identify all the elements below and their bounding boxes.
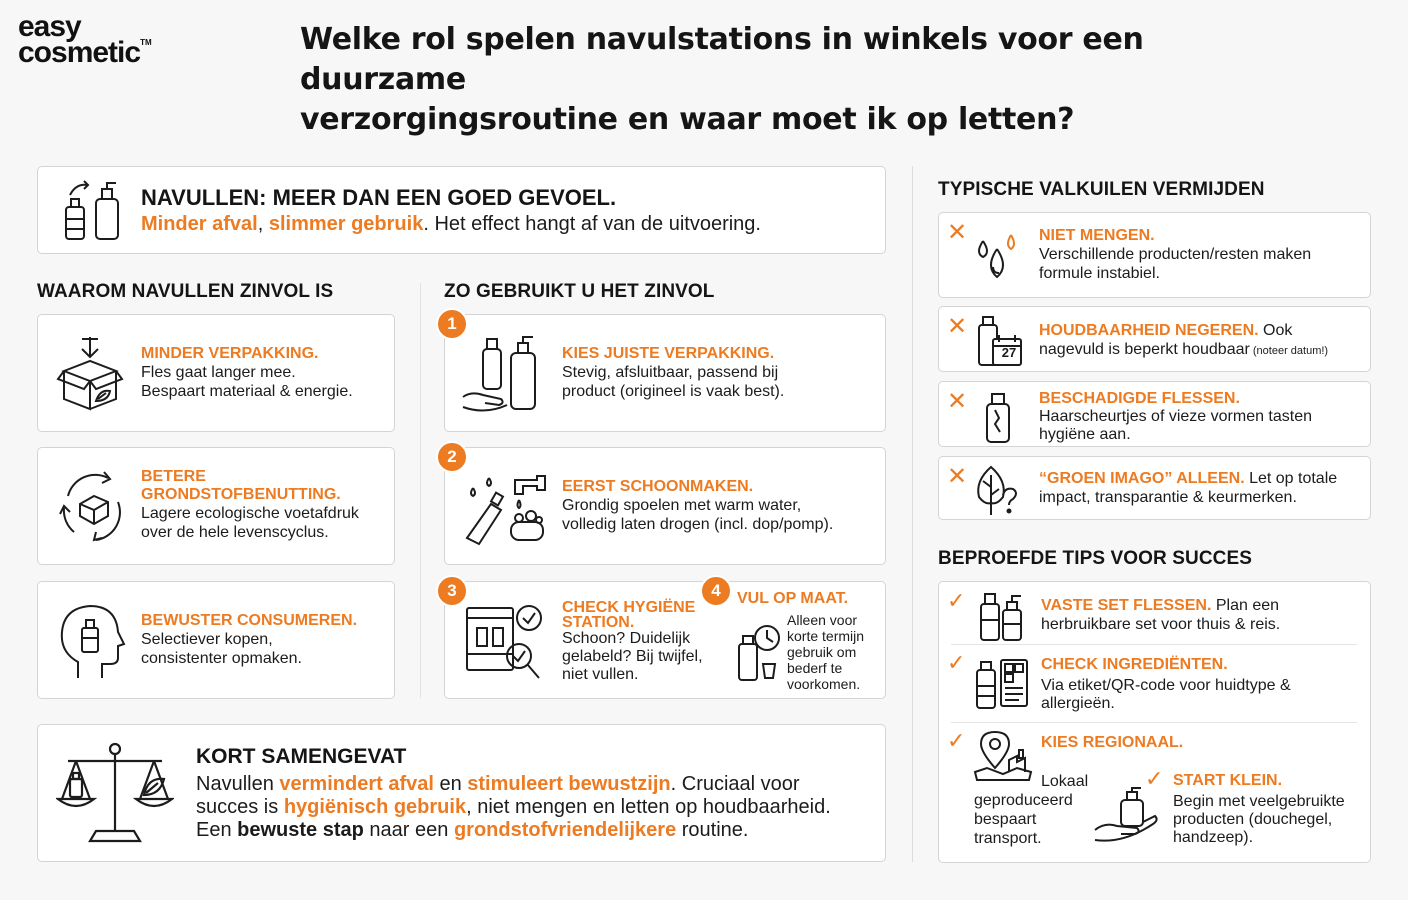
- pitfall-1-title: NIET MENGEN.: [1039, 227, 1155, 244]
- pitfall-1-x-icon: ✕: [947, 219, 968, 246]
- refill-station-magnifier-icon: [463, 598, 547, 682]
- how-heading: ZO GEBRUIKT U HET ZINVOL: [444, 281, 715, 302]
- tip-4-body3: handzeep).: [1173, 829, 1254, 846]
- how-3-body3: niet vullen.: [562, 666, 639, 683]
- pitfall-2-title: HOUDBAARHEID NEGEREN.: [1039, 322, 1259, 339]
- tip-3-title: KIES REGIONAAL.: [1041, 734, 1184, 751]
- summary-heading: KORT SAMENGEVAT: [196, 745, 407, 768]
- tip-3-check-icon: ✓: [947, 728, 966, 753]
- cracked-bottle-icon: [983, 388, 1013, 444]
- why-heading: WAAROM NAVULLEN ZINVOL IS: [37, 281, 334, 302]
- title-line1: Welke rol spelen navulstations in winkels voor een duurzame: [300, 22, 1144, 97]
- intro-highlight-2: slimmer gebruik: [268, 213, 424, 235]
- sum-l3b: bewuste stap: [237, 819, 364, 841]
- pitfall-1-body1: Verschillende producten/resten maken: [1039, 246, 1312, 263]
- sum-l3e: routine.: [676, 819, 749, 841]
- pitfall-4-title-rest: Let op totale: [1244, 470, 1338, 487]
- why-3-body2: consistenter opmaken.: [141, 650, 302, 667]
- why-2-body2: over de hele levenscyclus.: [141, 524, 329, 541]
- how-4-title: VUL OP MAAT.: [737, 590, 849, 607]
- page-title: [300, 20, 1280, 140]
- pitfall-3-body2: hygiëne aan.: [1039, 426, 1131, 443]
- sum-l3c: naar een: [363, 819, 454, 841]
- location-factory-icon: [973, 728, 1033, 782]
- pitfall-2-x-icon: ✕: [947, 313, 968, 340]
- sum-l1b: vermindert afval: [279, 773, 434, 795]
- why-1-body2: Bespaart materiaal & energie.: [141, 383, 353, 400]
- pitfall-card-4: [938, 456, 1371, 520]
- intro-text: [141, 213, 761, 236]
- how-4-body5: voorkomen.: [787, 676, 861, 692]
- why-3-title: BEWUSTER CONSUMEREN.: [141, 612, 358, 629]
- intro-sep: ,: [257, 213, 269, 235]
- summary-card: [37, 724, 886, 862]
- step-badge-3: 3: [436, 575, 468, 607]
- how-3-body2: gelabeld? Bij twijfel,: [562, 648, 703, 665]
- how-4-body1: Alleen voor: [787, 612, 858, 628]
- pitfall-3-body1: Haarscheurtjes of vieze vormen tasten: [1039, 408, 1313, 425]
- droplets-icon: [973, 227, 1025, 281]
- tip-3-body1: Lokaal: [1041, 773, 1089, 790]
- pitfall-2-note: (noteer datum!): [1249, 345, 1329, 357]
- how-2-title: EERST SCHOONMAKEN.: [562, 478, 754, 495]
- how-3-title2: STATION.: [562, 614, 635, 631]
- pitfall-card-1: [938, 212, 1371, 298]
- pitfall-card-2: [938, 306, 1371, 372]
- brand-logo: [18, 10, 152, 69]
- head-bottle-icon: [56, 600, 126, 680]
- tip-4-check-icon: ✓: [1145, 766, 1164, 791]
- sum-l1a: Navullen: [196, 773, 280, 795]
- tip-3-body4: transport.: [974, 830, 1042, 847]
- intro-heading: NAVULLEN: MEER DAN EEN GOED GEVOEL.: [141, 185, 617, 210]
- tip-2-title: CHECK INGREDIËNTEN.: [1041, 656, 1228, 673]
- tip-3-body3: bespaart: [974, 811, 1037, 828]
- how-2-body2: volledig laten drogen (incl. dop/pomp).: [562, 516, 834, 533]
- why-1-body1: Fles gaat langer mee.: [141, 364, 296, 381]
- step-badge-1: 1: [436, 308, 468, 340]
- why-card-resources: [37, 447, 395, 565]
- tip-divider-1: [951, 644, 1357, 645]
- sum-l3a: Een: [196, 819, 238, 841]
- recycle-material-icon: [56, 468, 128, 544]
- why-card-packaging: [37, 314, 395, 432]
- bottle-set-icon: [977, 588, 1027, 642]
- bottle-calendar-icon: [975, 311, 1025, 369]
- logo-tm: TM: [140, 37, 152, 47]
- pitfall-2-body1: nagevuld is beperkt houdbaar: [1039, 341, 1250, 358]
- how-card-3-4: [444, 581, 886, 699]
- sum-l2a: succes is: [196, 796, 284, 818]
- tips-heading: BEPROEFDE TIPS VOOR SUCCES: [938, 548, 1253, 569]
- tips-card: [938, 581, 1371, 863]
- column-divider: [912, 166, 913, 862]
- tip-divider-2: [951, 722, 1357, 723]
- intro-highlight-1: Minder afval: [141, 213, 258, 235]
- pitfall-2-title-rest: Ook: [1258, 322, 1293, 339]
- tip-1-body1: herbruikbare set voor thuis & reis.: [1041, 616, 1281, 633]
- tip-4-title: START KLEIN.: [1173, 772, 1283, 789]
- tip-4-body2: producten (douchegel,: [1173, 811, 1333, 828]
- sum-l2b: hygiënisch gebruik: [283, 796, 467, 818]
- tip-2-body2: allergieën.: [1041, 695, 1115, 712]
- why-2-title2: GRONDSTOFBENUTTING.: [141, 486, 341, 503]
- pitfall-1-body2: formule instabiel.: [1039, 265, 1160, 282]
- tip-1-title-rest: Plan een: [1211, 597, 1280, 614]
- sum-l1d: stimuleert bewustzijn: [467, 773, 671, 795]
- tip-2-body1: Via etiket/QR-code voor huidtype &: [1041, 677, 1291, 694]
- bottle-qr-icon: [975, 656, 1029, 710]
- wash-bottle-icon: [463, 466, 549, 546]
- how-4-body2: korte termijn: [787, 628, 865, 644]
- logo-line1: easy: [18, 10, 81, 43]
- tip-1-title: VASTE SET FLESSEN.: [1041, 597, 1212, 614]
- pitfalls-heading: TYPISCHE VALKUILEN VERMIJDEN: [938, 179, 1265, 200]
- sum-l2c: , niet mengen en letten op houdbaarheid.: [466, 796, 831, 818]
- hand-bottles-icon: [461, 333, 547, 415]
- summary-text: [196, 773, 831, 842]
- hand-soap-icon: [1093, 784, 1165, 842]
- sum-l1c: en: [433, 773, 468, 795]
- how-1-body1: Stevig, afsluitbaar, passend bij: [562, 364, 779, 381]
- pitfall-3-x-icon: ✕: [947, 388, 968, 415]
- how-3-body1: Schoon? Duidelijk: [562, 630, 691, 647]
- bottle-timer-icon: [735, 622, 783, 684]
- pitfall-card-3: [938, 381, 1371, 447]
- intro-card: [37, 166, 886, 254]
- how-1-body2: product (origineel is vaak best).: [562, 383, 785, 400]
- step-badge-2: 2: [436, 441, 468, 473]
- sum-l3d: grondstofvriendelijkere: [453, 819, 677, 841]
- pitfall-4-title: “GROEN IMAGO” ALLEEN.: [1039, 470, 1245, 487]
- leaf-question-icon: [973, 463, 1023, 517]
- how-1-title: KIES JUISTE VERPAKKING.: [562, 345, 775, 362]
- calendar-day: 27: [1001, 345, 1017, 360]
- how-4-body3: gebruik om: [787, 644, 857, 660]
- why-card-conscious: [37, 581, 395, 699]
- why-3-body1: Selectiever kopen,: [141, 631, 273, 648]
- why-1-title: MINDER VERPAKKING.: [141, 345, 319, 362]
- how-4-body4: bederf te: [787, 660, 843, 676]
- how-3-title1: CHECK HYGIËNE: [562, 599, 696, 616]
- how-2-body1: Grondig spoelen met warm water,: [562, 497, 802, 514]
- sum-l1e: . Cruciaal voor: [670, 773, 800, 795]
- logo-line2: cosmetic: [18, 35, 141, 69]
- balance-scale-icon: [56, 739, 174, 849]
- tip-1-check-icon: ✓: [947, 588, 966, 613]
- refill-bottles-icon: [62, 177, 126, 243]
- tip-2-check-icon: ✓: [947, 650, 966, 675]
- pitfall-4-x-icon: ✕: [947, 463, 968, 490]
- why-2-body1: Lagere ecologische voetafdruk: [141, 505, 359, 522]
- step-badge-4: 4: [700, 575, 732, 607]
- pitfall-3-title: BESCHADIGDE FLESSEN.: [1039, 390, 1240, 407]
- why-2-title1: BETERE: [141, 468, 206, 485]
- pitfall-4-body1: impact, transparantie & keurmerken.: [1039, 489, 1297, 506]
- how-card-1: [444, 314, 886, 432]
- section-divider: [420, 283, 421, 698]
- how-card-2: [444, 447, 886, 565]
- tip-3-body2: geproduceerd: [974, 792, 1073, 809]
- intro-rest: . Het effect hangt af van de uitvoering.: [423, 213, 761, 235]
- title-line2: verzorgingsroutine en waar moet ik op letten?: [300, 102, 1075, 137]
- tip-4-body1: Begin met veelgebruikte: [1173, 793, 1345, 810]
- box-leaf-icon: [56, 335, 124, 411]
